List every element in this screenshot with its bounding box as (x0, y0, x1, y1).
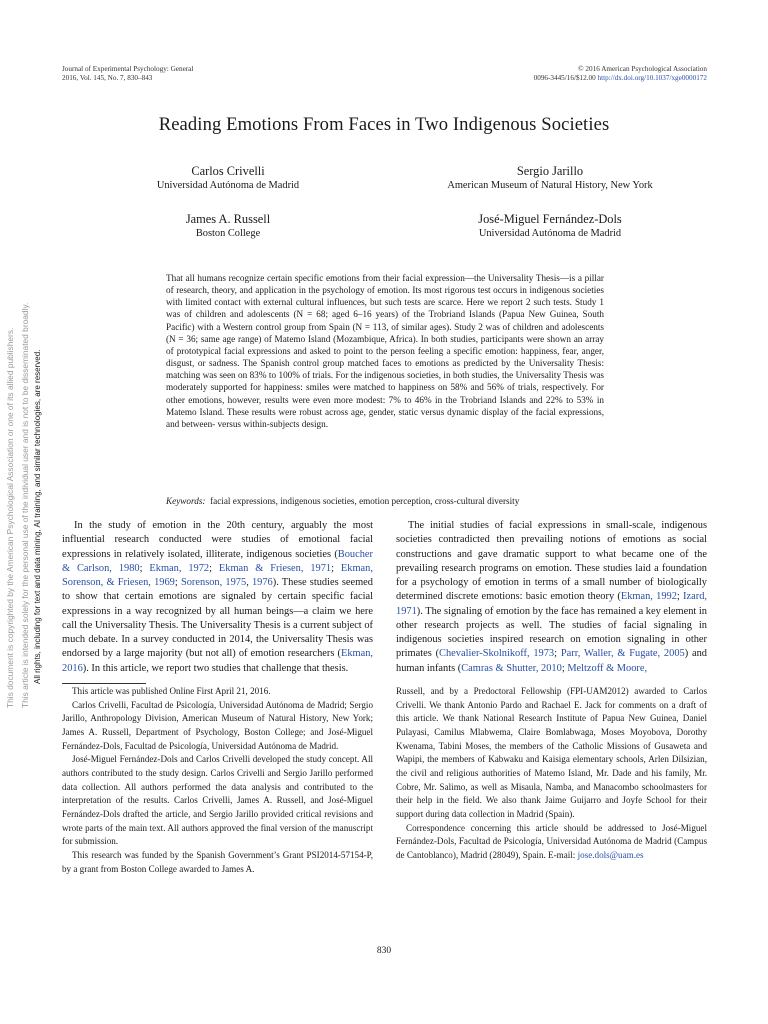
body-text: ; (554, 648, 561, 660)
author-block (400, 164, 700, 192)
author-affiliation: American Museum of Natural History, New York (447, 180, 653, 191)
copyright-side-notice: This document is copyrighted by the American Psychological Association or one of its allied publishers. (5, 327, 15, 708)
body-text: The initial studies of facial expressions in small-scale, indigenous societies contradicted then prevailing notions of emotions as social constructions and gave dramatic support to what became one of the prevailing research programs on emotion. These studies laid a foundation for a psychology of emotion in terms of a small number of biologically determined discrete emotions: basic emotion theory ( (396, 520, 707, 603)
citation-link[interactable]: Meltzoff & Moore, (567, 662, 648, 674)
author-name: James A. Russell (185, 212, 271, 226)
footnote-divider (62, 683, 146, 684)
ids-prefix: 0096-3445/16/$12.00 (533, 73, 596, 82)
footnote-paragraph: José-Miguel Fernández-Dols and Carlos Crivelli developed the study concept. All authors contributed to the study design. Carlos Crivelli and Sergio Jarillo performed data collection. All authors performed the data analysis and contributed to the interpretation of the results. Carlos Crivelli, James A. Russell, and José-Miguel Fernández-Dols drafted the article, and Sergio Jarillo provided critical revisions and wrote parts of the main text. All authors approved the final version of the manuscript for submission. (62, 754, 373, 847)
correspondence-paragraph (396, 822, 707, 863)
keywords-label: Keywords: (166, 496, 206, 506)
citation-link[interactable]: Izard, 1971 (396, 591, 707, 617)
footnote-paragraph: This article was published Online First April 21, 2016. (72, 686, 271, 696)
body-text: ; (139, 562, 150, 574)
body-text: ; (561, 662, 568, 674)
citation-link[interactable]: Ekman, 2016 (62, 648, 373, 674)
body-text: ). In this article, we report two studies that challenge that thesis. (82, 662, 349, 674)
doi-link[interactable]: http://dx.doi.org/10.1037/xge0000172 (597, 73, 707, 82)
body-column-left (62, 519, 373, 676)
footnote-paragraph: Carlos Crivelli, Facultad de Psicología, Universidad Autónoma de Madrid; Sergio Jarillo, Anthropology Division, American Museum of Natural History, New York; James A. Russell, Department of Psychology, Boston College; and José-Miguel Fernández-Dols, Facultad de Psicología, Universidad Autónoma de Madrid. (62, 699, 373, 751)
footnote-paragraph: Russell, and by a Predoctoral Fellowship (FPI-UAM2012) awarded to Carlos Crivelli. We thank Antonio Pardo and Rachael E. Jack for comments on a draft of this article. We thank National Research Institute of Papua New Guinea, Daniel Pulayasi, Camilus Mlabwema, Claire Bomlabwaga, Moses Moyobova, Dorothy Kwenama, Tabini Moses, the members of the Catholic Missions of Gusaweta and Wapipi, the members of Kabwaku and Kaisiga elementary schools, Arlen Dilsizian, the civil and religious authorities of Matemo Island, Mr. Dade and his family, Mr. Cobre, Mr. Salimo, as well as Misaula, Namba, and Manacombo schoolmasters for their help in the field. We also thank Jaime Guijarro and Joyfe School for their support during data collection in Madrid (Spain). (396, 686, 707, 819)
author-name: Sergio Jarillo (516, 164, 584, 178)
footnotes-left (62, 685, 373, 876)
keywords (166, 496, 519, 506)
abstract: That all humans recognize certain specific emotions from their facial expression—the Universality Thesis—is a pillar of research, theory, and application in the psychology of emotion. Its most rigorous test occurs in indigenous societies with limited contact with external cultural influences, but such tests are scarce. Here we report 2 such tests. Study 1 was of children and adolescents (N = 68; aged 6–16 years) of the Trobriand Islands (Papua New Guinea, South Pacific) with a Western control group from Spain (N = 113, of similar ages). Study 2 was of children and adolescents (N = 36; same age range) of Matemo Island (Mozambique, Africa). In both studies, participants were shown an array of prototypical facial expressions and asked to point to the person feeling a specific emotion: happiness, fear, anger, disgust, or sadness. The Spanish control group matched faces to emotions as predicted by the Universality Thesis: matching was seen on 83% to 100% of trials. For the indigenous societies, in both studies, the Universality Thesis was moderately supported for happiness: smiles were matched to happiness on 58% and 56% of trials, respectively. For other emotions, however, results were even more modest: 7% to 46% in the Trobriand Islands and 22% to 53% in Matemo Island. These results were robust across age, gender, static versus dynamic display of the facial expressions, and between- versus within-subjects design. (166, 273, 604, 429)
author-block (400, 212, 700, 240)
copyright-line: © 2016 American Psychological Association (578, 65, 707, 73)
footnotes-right (396, 685, 707, 863)
journal-name: Journal of Experimental Psychology: General (62, 65, 194, 73)
body-paragraph (62, 519, 373, 676)
citation-link[interactable]: Camras & Shutter, 2010 (461, 662, 562, 674)
keywords-list: facial expressions, indigenous societies, emotion perception, cross-cultural diversity (210, 496, 520, 506)
citation-link[interactable]: Parr, Waller, & Fugate, 2005 (560, 648, 685, 660)
author-affiliation: Universidad Autónoma de Madrid (156, 180, 300, 191)
article-title: Reading Emotions From Faces in Two Indigenous Societies (158, 114, 610, 135)
citation-link[interactable]: Ekman, 1992 (620, 591, 677, 603)
journal-issue: 2016, Vol. 145, No. 7, 830–843 (62, 73, 153, 82)
author-affiliation: Universidad Autónoma de Madrid (478, 228, 622, 239)
author-name: Carlos Crivelli (191, 164, 265, 178)
body-text: ). The signaling of emotion by the face has remained a key element in other research projects as well. The studies of facial signaling in indigenous societies inspired research on emotion signaling in other primates ( (396, 605, 707, 660)
body-text: ; (331, 562, 341, 574)
author-name: José-Miguel Fernández-Dols (478, 212, 622, 226)
citation-link[interactable]: Ekman & Friesen, 1971 (218, 562, 332, 574)
citation-link[interactable]: Chevalier-Skolnikoff, 1973 (439, 648, 555, 660)
correspondence-text: Correspondence concerning this article should be addressed to José-Miguel Fernández-Dols, Facultad de Psicología, Universidad Autónoma de Madrid (Campus de Cantoblanco), Madrid (28049), Spain. E-mail: (396, 822, 707, 860)
author-affiliation: Boston College (195, 228, 261, 239)
email-link[interactable]: jose.dols@uam.es (577, 849, 644, 860)
body-text: ) and human infants ( (396, 648, 707, 674)
citation-link[interactable]: Boucher & Carlson, 1980 (62, 548, 373, 574)
journal-header (62, 65, 193, 83)
footnote-paragraph: This research was funded by the Spanish Government’s Grant PSI2014-57154-P, by a grant from Boston College awarded to James A. (62, 849, 373, 874)
page-number: 830 (376, 946, 392, 956)
body-text: ; (676, 591, 684, 603)
rights-side-notice: All rights, including for text and data mining, AI training, and similar technologies, are reserved. (33, 349, 42, 684)
body-text: In the study of emotion in the 20th century, arguably the most influential research conducted were studies of emotional facial expressions in relatively isolated, illiterate, indigenous societies ( (62, 520, 373, 560)
citation-link[interactable]: Sorenson, 1975 (180, 577, 247, 588)
body-text: ; (174, 577, 181, 588)
body-column-right (396, 519, 707, 676)
body-text: ). These studies seemed to show that certain emotions are signaled by certain specific facial expressions in a way recognized by all human beings—a claim we here call the Universality Thesis. The Universality Thesis is a current subject of much debate. In a survey conducted in 2014, the Universality Thesis was endorsed by a large majority (but not all) of emotion researchers ( (62, 577, 373, 660)
body-paragraph (396, 519, 707, 676)
usage-side-notice: This article is intended solely for the personal use of the individual user and is not to be disseminated broadly. (20, 302, 30, 708)
citation-link[interactable]: Ekman, 1972 (149, 562, 210, 574)
author-block (78, 164, 378, 192)
author-block (78, 212, 378, 240)
copyright-header (534, 65, 707, 83)
body-text: , (246, 577, 252, 588)
citation-link[interactable]: Ekman, Sorenson, & Friesen, 1969 (62, 562, 373, 588)
body-text: ; (209, 562, 219, 574)
citation-link[interactable]: 1976 (251, 577, 273, 588)
